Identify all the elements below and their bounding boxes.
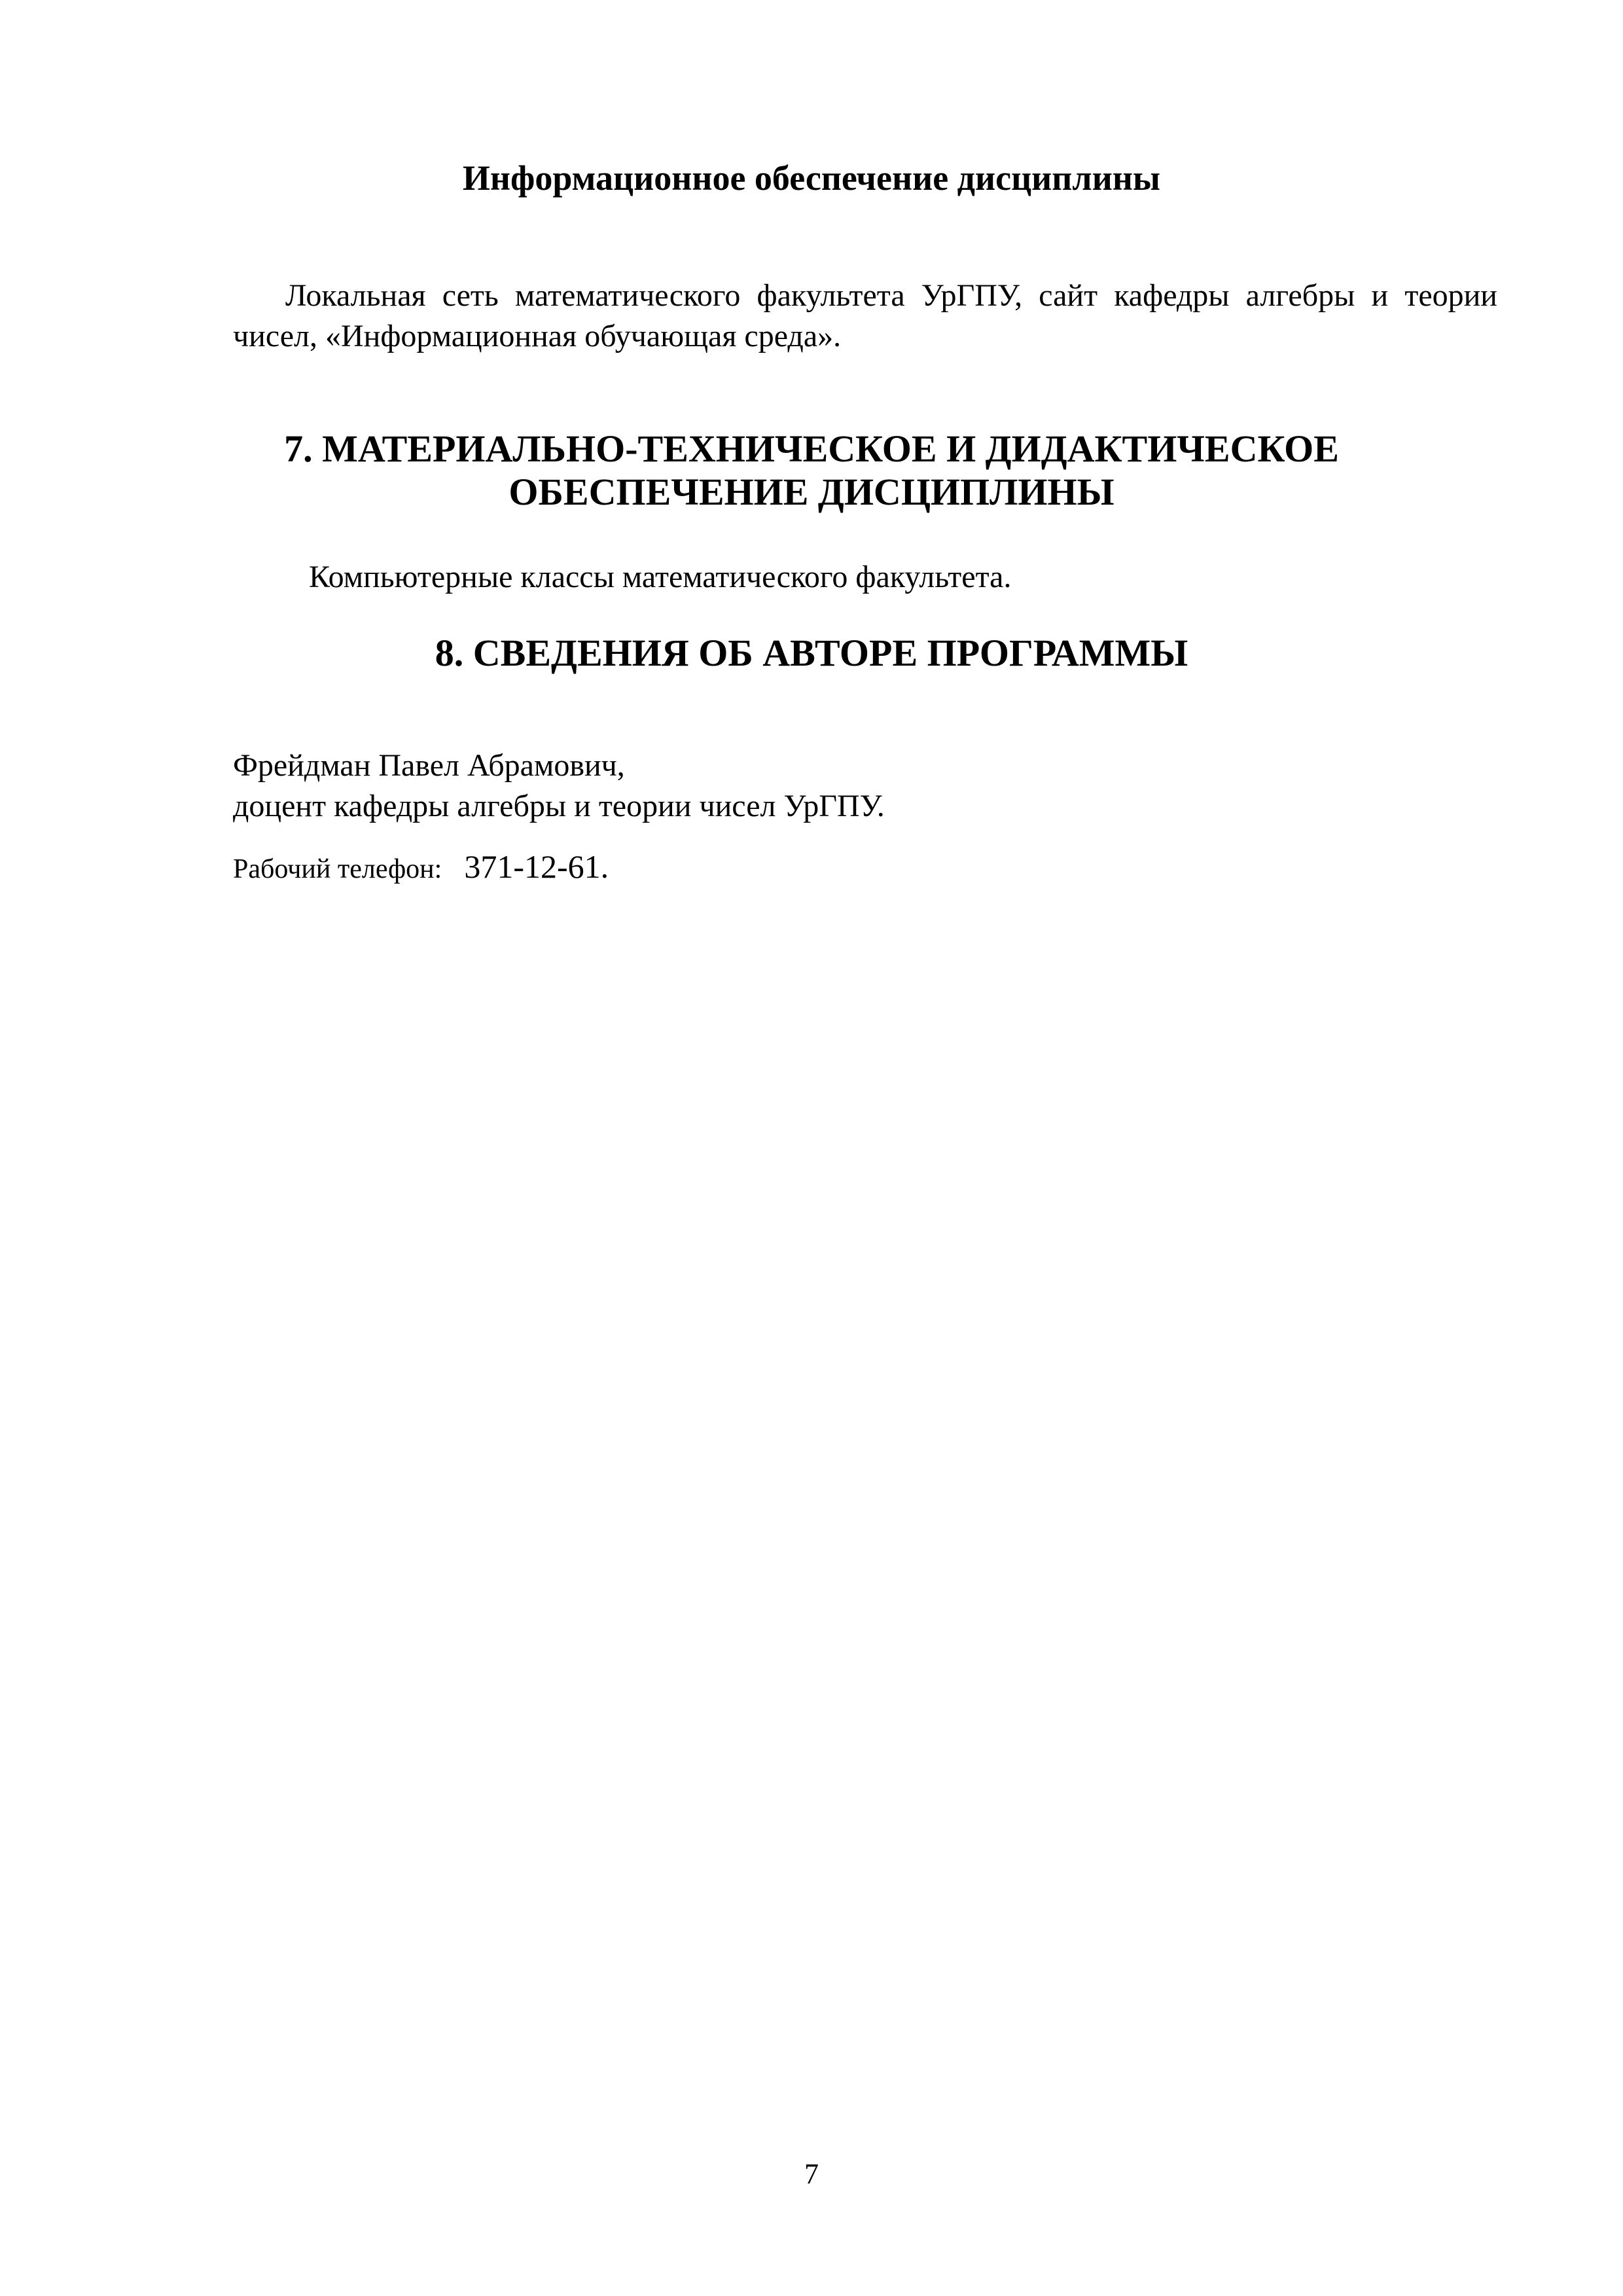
info-section-line-2: чисел, «Информационная обучающая среда». — [233, 319, 842, 353]
info-section-title: Информационное обеспечение дисциплины — [462, 158, 1161, 198]
section-8-title: 8. СВЕДЕНИЯ ОБ АВТОРЕ ПРОГРАММЫ — [435, 632, 1188, 674]
page-number: 7 — [804, 2158, 819, 2190]
info-section-line-1: Локальная сеть математического факультета УрГПУ, сайт кафедры алгебры и теории — [285, 278, 1497, 313]
section-7-title-line-2: ОБЕСПЕЧЕНИЕ ДИСЦИПЛИНЫ — [508, 471, 1115, 513]
phone-label: Рабочий телефон: — [233, 854, 442, 884]
author-position: доцент кафедры алгебры и теории чисел УрГПУ. — [233, 789, 885, 823]
phone-line — [233, 847, 609, 889]
phone-value: 371-12-61. — [464, 848, 609, 885]
section-7-title-line-1: 7. МАТЕРИАЛЬНО-ТЕХНИЧЕСКОЕ И ДИДАКТИЧЕСКОЕ — [284, 427, 1339, 470]
section-7-text: Компьютерные классы математического факультета. — [309, 560, 1012, 594]
author-name: Фрейдман Павел Абрамович, — [233, 748, 625, 783]
